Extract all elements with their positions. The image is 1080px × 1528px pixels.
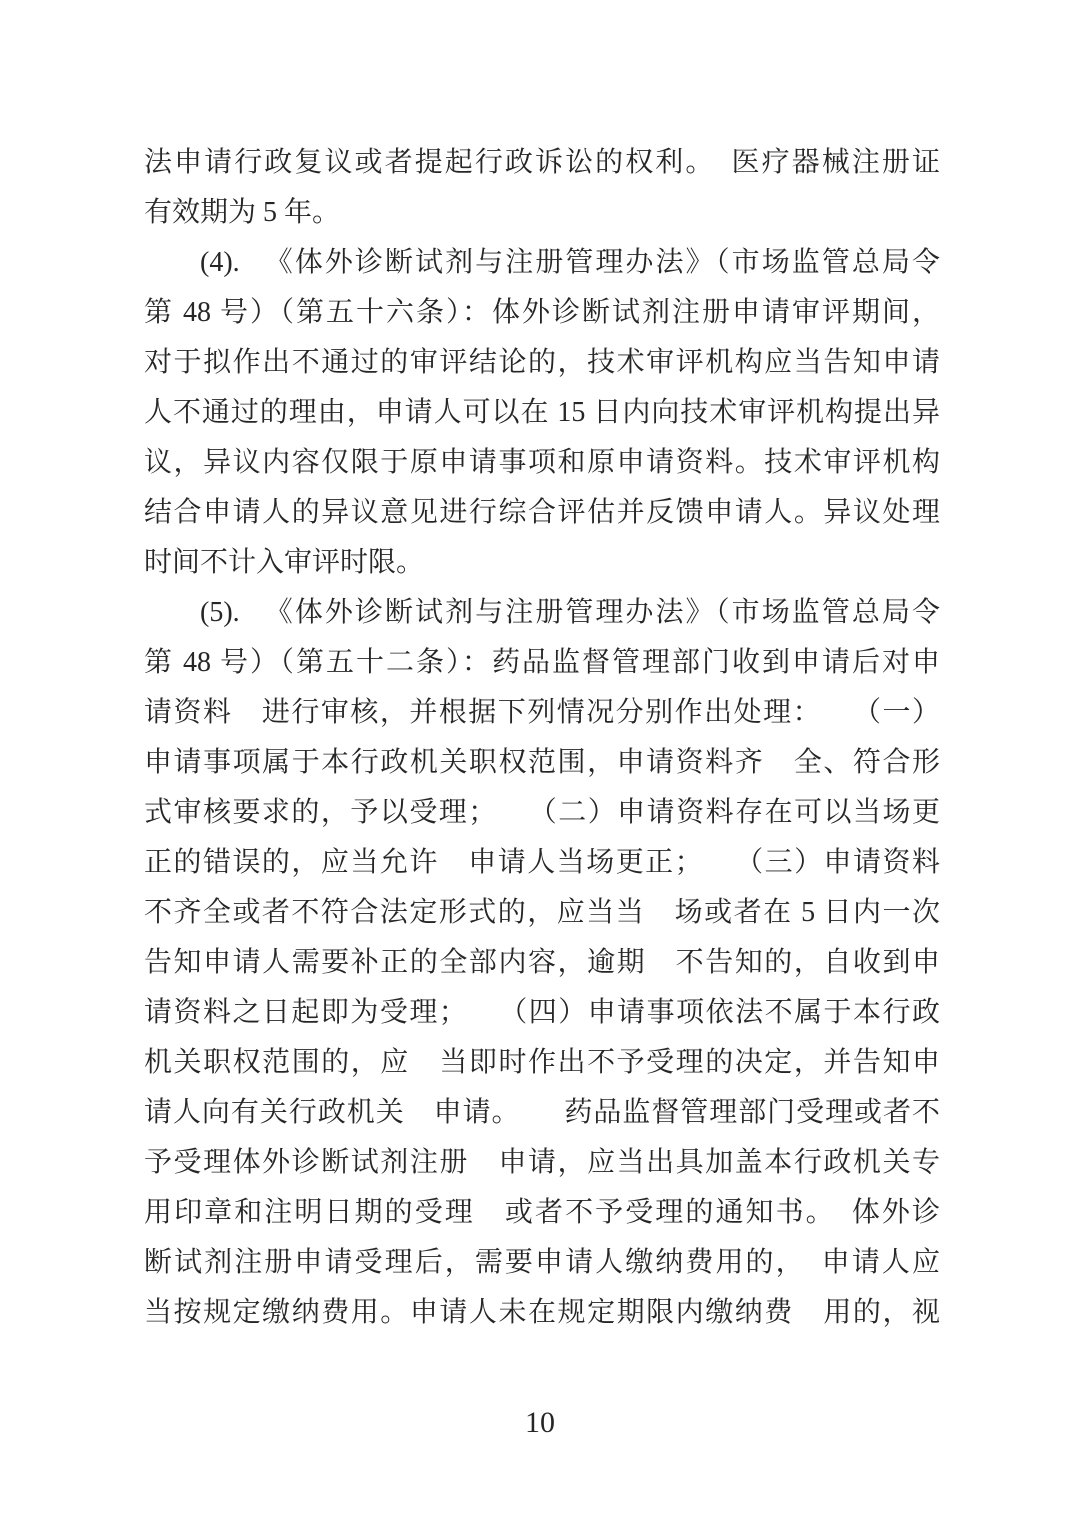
text-line: 式审核要求的，予以受理； （二）申请资料存在可以当场更 bbox=[144, 797, 940, 828]
text-line: 有效期为 5 年。 bbox=[144, 197, 341, 228]
text-line: 议，异议内容仅限于原申请事项和原申请资料。技术审评机构 bbox=[144, 447, 940, 478]
text-line: 不齐全或者不符合法定形式的，应当当 场或者在 5 日内一次 bbox=[144, 897, 940, 928]
text-line: 正的错误的，应当允许 申请人当场更正； （三）申请资料 bbox=[144, 847, 940, 878]
text-line: 第 48 号）（第五十六条）：体外诊断试剂注册申请审评期间， bbox=[144, 297, 940, 328]
text-line: 当按规定缴纳费用。申请人未在规定期限内缴纳费 用的，视 bbox=[144, 1297, 940, 1328]
text-line: 机关职权范围的，应 当即时作出不予受理的决定，并告知申 bbox=[144, 1047, 940, 1078]
text-line: 人不通过的理由，申请人可以在 15 日内向技术审评机构提出异 bbox=[144, 397, 940, 428]
text-line: (4). 《体外诊断试剂与注册管理办法》（市场监管总局令 bbox=[200, 247, 940, 278]
text-line: 第 48 号）（第五十二条）：药品监督管理部门收到申请后对申 bbox=[144, 647, 940, 678]
text-line: 申请事项属于本行政机关职权范围，申请资料齐 全、符合形 bbox=[144, 747, 940, 778]
text-line: 用印章和注明日期的受理 或者不予受理的通知书。 体外诊 bbox=[144, 1197, 940, 1228]
text-line: 结合申请人的异议意见进行综合评估并反馈申请人。异议处理 bbox=[144, 497, 940, 528]
page-number: 10 bbox=[525, 1406, 555, 1439]
text-line: 时间不计入审评时限。 bbox=[144, 547, 425, 578]
text-line: 法申请行政复议或者提起行政诉讼的权利。 医疗器械注册证 bbox=[144, 147, 940, 178]
text-line: 请资料之日起即为受理； （四）申请事项依法不属于本行政 bbox=[144, 997, 940, 1028]
text-line: (5). 《体外诊断试剂与注册管理办法》（市场监管总局令 bbox=[200, 597, 940, 628]
document-body bbox=[144, 138, 940, 1338]
text-line: 断试剂注册申请受理后，需要申请人缴纳费用的， 申请人应 bbox=[144, 1247, 940, 1278]
text-line: 予受理体外诊断试剂注册 申请，应当出具加盖本行政机关专 bbox=[144, 1147, 940, 1178]
text-line: 请人向有关行政机关 申请。 药品监督管理部门受理或者不 bbox=[144, 1097, 940, 1128]
text-line: 请资料 进行审核，并根据下列情况分别作出处理： （一） bbox=[144, 697, 940, 728]
text-line: 告知申请人需要补正的全部内容，逾期 不告知的，自收到申 bbox=[144, 947, 940, 978]
text-line: 对于拟作出不通过的审评结论的，技术审评机构应当告知申请 bbox=[144, 347, 940, 378]
